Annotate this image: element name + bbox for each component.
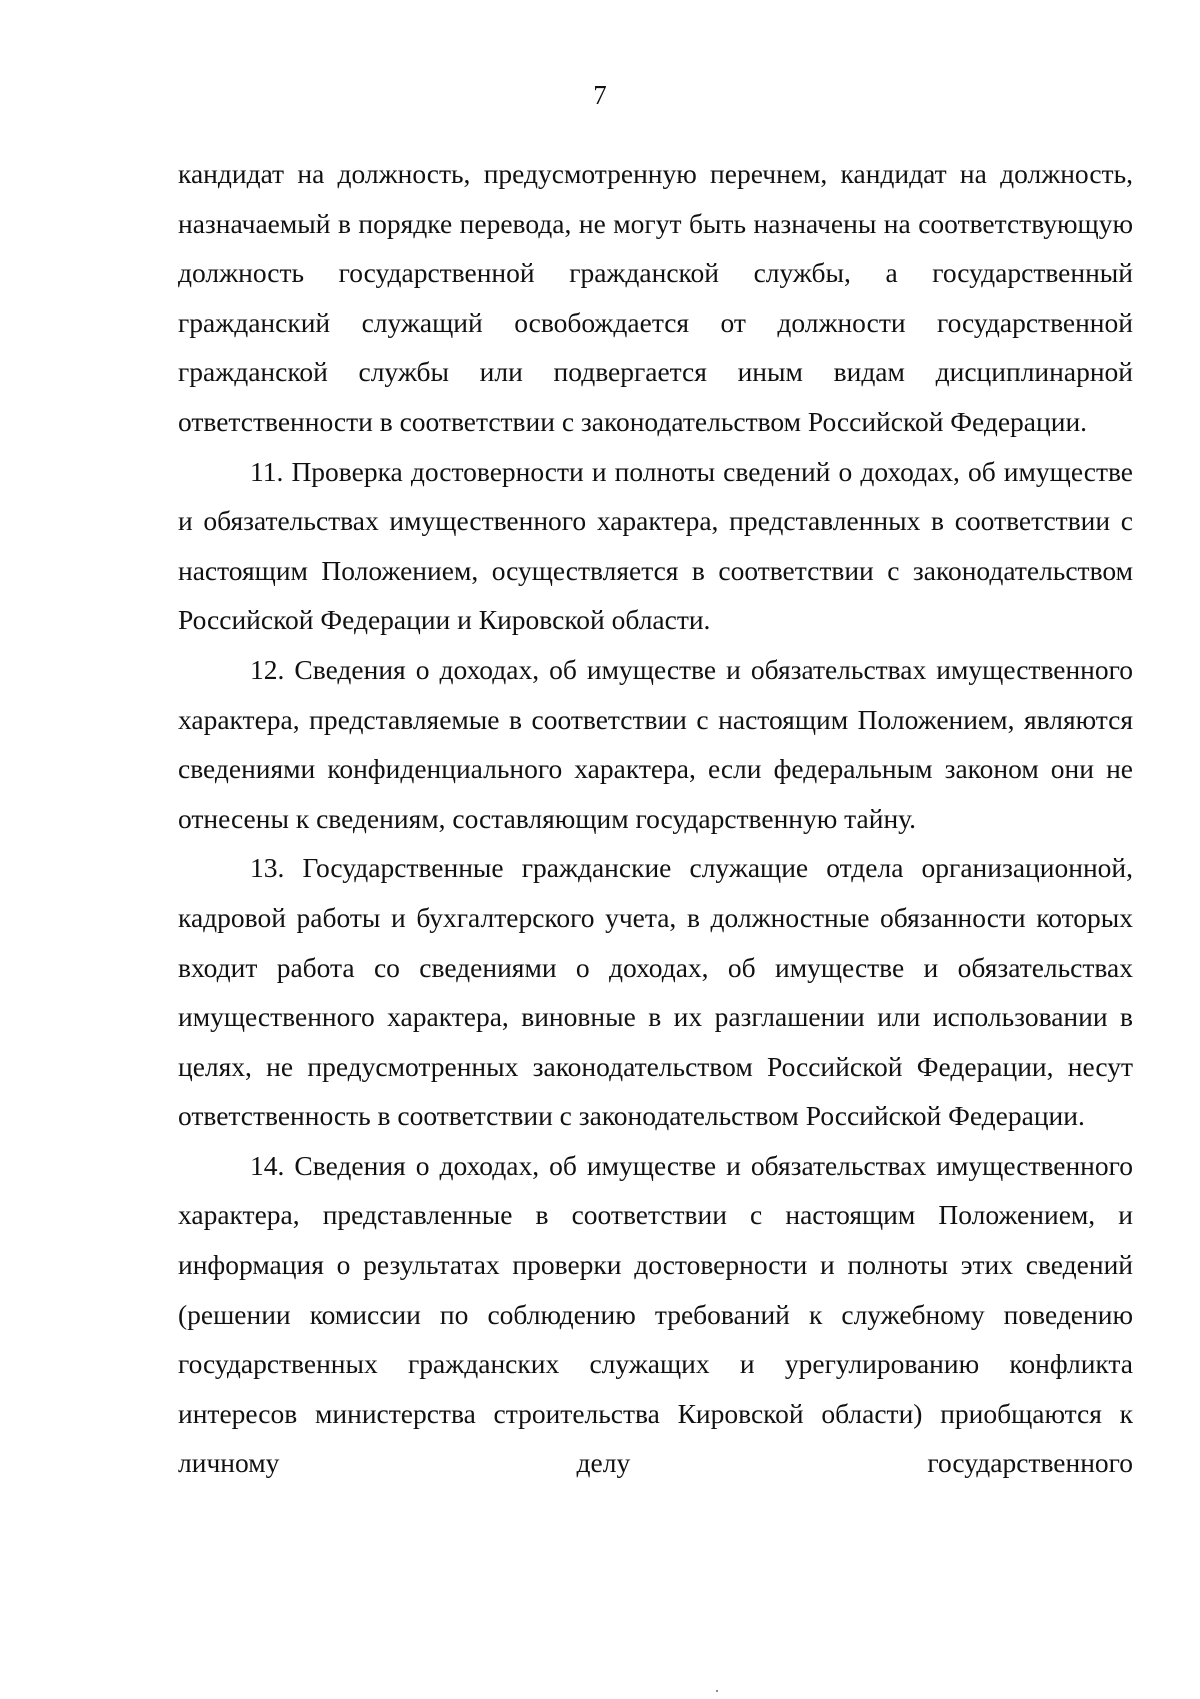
paragraph-continuation: кандидат на должность, предусмотренную перечнем, кандидат на должность, назначаемый в порядке перевода, не могут быть назначены на соответствующую должность государственной гражданской службы, а государственный гражданский служащий освобождается от должности государственной гражданской службы или подвергается иным видам дисциплинарной ответственности в соответствии с законодательством Российской Федерации. <box>178 158 1133 437</box>
paragraph-11: 11. Проверка достоверности и полноты сведений о доходах, об имуществе и обязательствах имущественного характера, представленных в соответствии с настоящим Положением, осуществляется в соответствии с законодательством Российской Федерации и Кировской области. <box>178 455 1133 636</box>
scan-speck <box>716 1690 718 1692</box>
paragraph-12: 12. Сведения о доходах, об имуществе и обязательствах имущественного характера, представляемые в соответствии с настоящим Положением, являются сведениями конфиденциального характера, если федеральным законом они не отнесены к сведениям, составляющим государственную тайну. <box>178 653 1133 834</box>
paragraph-13: 13. Государственные гражданские служащие отдела организационной, кадровой работы и бухгалтерского учета, в должностные обязанности которых входит работа со сведениями о доходах, об имуществе и обязательствах имущественного характера, виновные в их разглашении или использовании в целях, не предусмотренных законодательством Российской Федерации, несут ответственность в соответствии с законодательством Российской Федерации. <box>178 852 1133 1132</box>
paragraph-14: 14. Сведения о доходах, об имуществе и обязательствах имущественного характера, представленные в соответствии с настоящим Положением, и информация о результатах проверки достоверности и полноты этих сведений (решении комиссии по соблюдению требований к служебному поведению государственных гражданских служащих и урегулированию конфликта интересов министерства строительства Кировской области) приобщаются к личному делу государственного <box>178 1149 1133 1479</box>
page-number: 7 <box>593 80 607 110</box>
document-body <box>178 149 1133 1488</box>
